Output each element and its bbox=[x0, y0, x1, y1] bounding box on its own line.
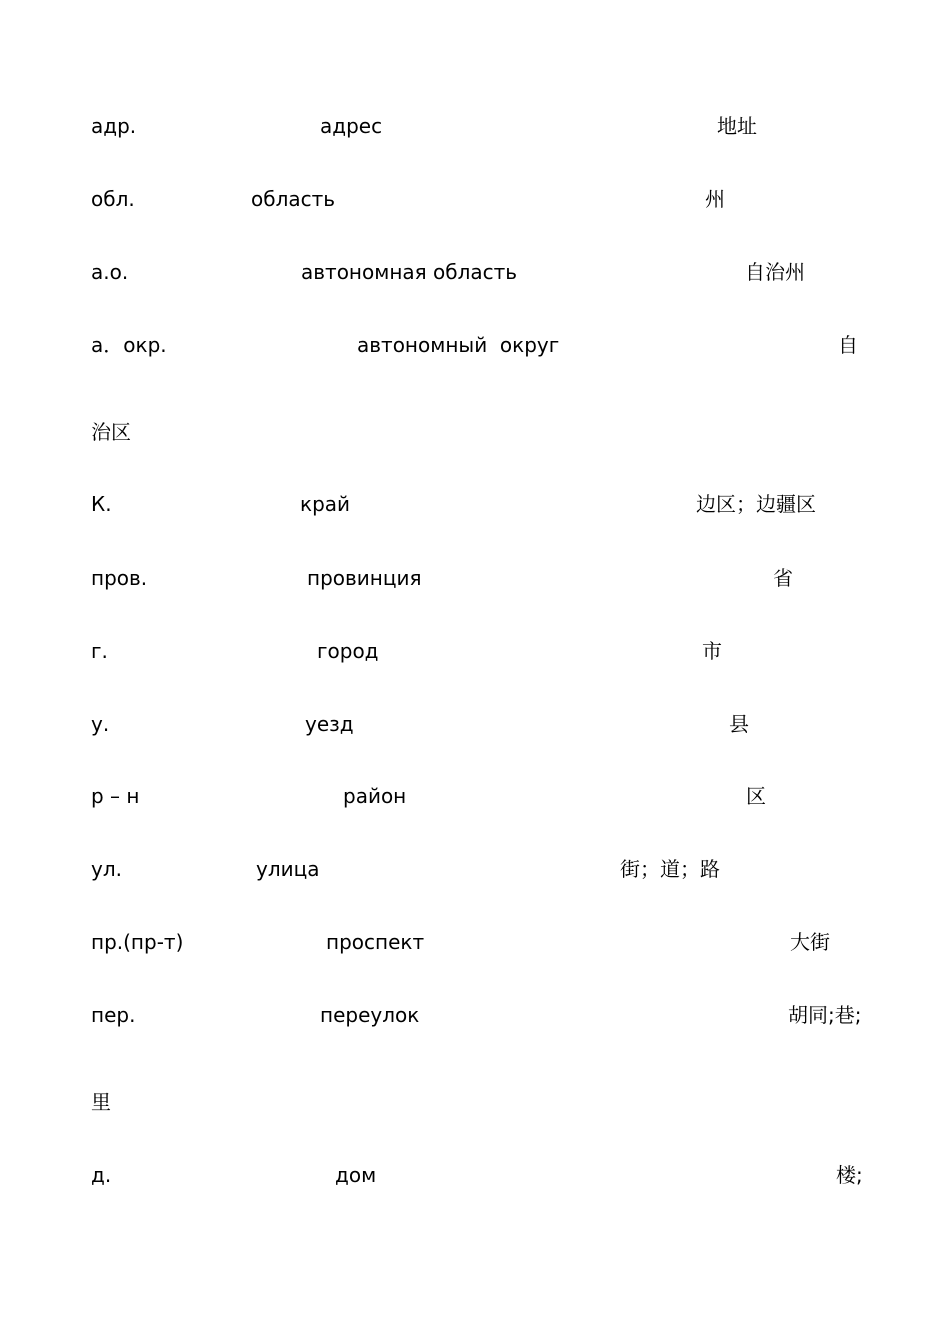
chinese-translation: 地址 bbox=[717, 114, 757, 138]
chinese-translation-continued: 里 bbox=[91, 1090, 111, 1114]
russian-term: дом bbox=[335, 1163, 377, 1187]
abbreviation: а．окр. bbox=[91, 333, 167, 357]
russian-term: провинция bbox=[307, 566, 422, 590]
abbreviation: у. bbox=[91, 712, 110, 736]
russian-term: область bbox=[251, 187, 336, 211]
chinese-translation: 县 bbox=[729, 712, 749, 736]
chinese-translation: 区 bbox=[746, 784, 766, 808]
chinese-translation: 胡同;巷; bbox=[788, 1003, 862, 1027]
abbreviation: д. bbox=[91, 1163, 112, 1187]
abbreviation: р – н bbox=[91, 784, 140, 808]
chinese-translation-continued: 治区 bbox=[91, 420, 131, 444]
russian-term: проспект bbox=[326, 930, 425, 954]
abbreviation: пер. bbox=[91, 1003, 136, 1027]
russian-term: автономный округ bbox=[357, 333, 560, 357]
chinese-translation: 省 bbox=[773, 566, 793, 590]
chinese-translation: 市 bbox=[702, 639, 722, 663]
russian-term: улица bbox=[256, 857, 320, 881]
abbreviation: К. bbox=[91, 492, 112, 516]
chinese-translation: 自治州 bbox=[745, 260, 805, 284]
russian-term: адрес bbox=[320, 114, 383, 138]
chinese-translation: 自 bbox=[838, 333, 858, 357]
russian-term: уезд bbox=[305, 712, 354, 736]
abbreviation: обл. bbox=[91, 187, 135, 211]
russian-term: переулок bbox=[320, 1003, 420, 1027]
abbreviation: адр. bbox=[91, 114, 137, 138]
abbreviation: г. bbox=[91, 639, 108, 663]
abbreviation: пр.(пр-т) bbox=[91, 930, 184, 954]
russian-term: автономная область bbox=[301, 260, 518, 284]
russian-term: край bbox=[300, 492, 351, 516]
chinese-translation: 楼; bbox=[836, 1163, 863, 1187]
chinese-translation: 边区；边疆区 bbox=[696, 492, 816, 516]
chinese-translation: 街；道；路 bbox=[620, 857, 720, 881]
abbreviation: ул. bbox=[91, 857, 122, 881]
russian-term: район bbox=[343, 784, 407, 808]
russian-term: город bbox=[317, 639, 379, 663]
chinese-translation: 州 bbox=[705, 187, 725, 211]
abbreviation: а.о. bbox=[91, 260, 129, 284]
chinese-translation: 大街 bbox=[790, 930, 830, 954]
abbreviation: пров. bbox=[91, 566, 148, 590]
